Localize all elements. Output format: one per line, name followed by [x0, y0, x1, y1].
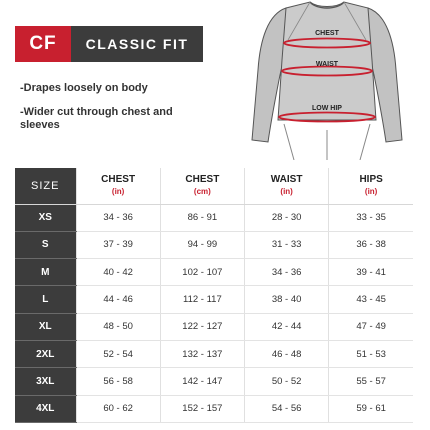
- table-cell: 112 - 117: [160, 286, 244, 313]
- table-cell: 34 - 36: [245, 259, 329, 286]
- fit-code: CF: [15, 26, 71, 62]
- table-cell: 56 - 58: [76, 368, 160, 395]
- garment-illustration: [228, 0, 428, 160]
- table-cell: 142 - 147: [160, 368, 244, 395]
- table-cell: 34 - 36: [76, 204, 160, 231]
- table-row: [15, 313, 413, 340]
- table-cell: 39 - 41: [329, 259, 413, 286]
- table-row: [15, 368, 413, 395]
- table-cell: 52 - 54: [76, 340, 160, 367]
- column-header-chest-cm: CHEST (cm): [160, 168, 244, 204]
- fit-name: CLASSIC FIT: [71, 26, 203, 62]
- table-cell: 46 - 48: [245, 340, 329, 367]
- table-cell: 122 - 127: [160, 313, 244, 340]
- table-row: [15, 395, 413, 422]
- table-cell: 50 - 52: [245, 368, 329, 395]
- fit-badge: [15, 26, 203, 62]
- table-cell: 51 - 53: [329, 340, 413, 367]
- size-chart-table: [15, 168, 413, 423]
- size-label: 3XL: [15, 368, 76, 395]
- size-label: L: [15, 286, 76, 313]
- table-row: [15, 204, 413, 231]
- legs: [284, 124, 370, 160]
- table-cell: 38 - 40: [245, 286, 329, 313]
- column-header-waist-in: WAIST (in): [245, 168, 329, 204]
- table-cell: 132 - 137: [160, 340, 244, 367]
- low-hip-label: LOW HIP: [312, 105, 342, 112]
- table-cell: 94 - 99: [160, 231, 244, 258]
- table-cell: 86 - 91: [160, 204, 244, 231]
- table-cell: 47 - 49: [329, 313, 413, 340]
- chest-label: CHEST: [315, 30, 339, 37]
- table-cell: 42 - 44: [245, 313, 329, 340]
- table-row: [15, 231, 413, 258]
- table-cell: 54 - 56: [245, 395, 329, 422]
- table-cell: 40 - 42: [76, 259, 160, 286]
- table-row: [15, 259, 413, 286]
- size-label: 2XL: [15, 340, 76, 367]
- table-cell: 44 - 46: [76, 286, 160, 313]
- table-cell: 102 - 107: [160, 259, 244, 286]
- size-label: XS: [15, 204, 76, 231]
- size-label: 4XL: [15, 395, 76, 422]
- table-cell: 33 - 35: [329, 204, 413, 231]
- table-header-row: [15, 168, 413, 204]
- waist-label: WAIST: [315, 61, 339, 68]
- table-cell: 28 - 30: [245, 204, 329, 231]
- feature-drapes: -Drapes loosely on body: [20, 82, 148, 94]
- table-cell: 60 - 62: [76, 395, 160, 422]
- table-cell: 152 - 157: [160, 395, 244, 422]
- size-label: S: [15, 231, 76, 258]
- table-cell: 59 - 61: [329, 395, 413, 422]
- column-header-hips-in: HIPS (in): [329, 168, 413, 204]
- size-column-header: SIZE: [15, 168, 76, 204]
- table-row: [15, 340, 413, 367]
- table-cell: 36 - 38: [329, 231, 413, 258]
- table-cell: 37 - 39: [76, 231, 160, 258]
- table-cell: 43 - 45: [329, 286, 413, 313]
- table-cell: 31 - 33: [245, 231, 329, 258]
- table-cell: 48 - 50: [76, 313, 160, 340]
- size-label: XL: [15, 313, 76, 340]
- size-label: M: [15, 259, 76, 286]
- table-row: [15, 286, 413, 313]
- table-cell: 55 - 57: [329, 368, 413, 395]
- feature-wider-cut: -Wider cut through chest and sleeves: [20, 106, 173, 131]
- column-header-chest-in: CHEST (in): [76, 168, 160, 204]
